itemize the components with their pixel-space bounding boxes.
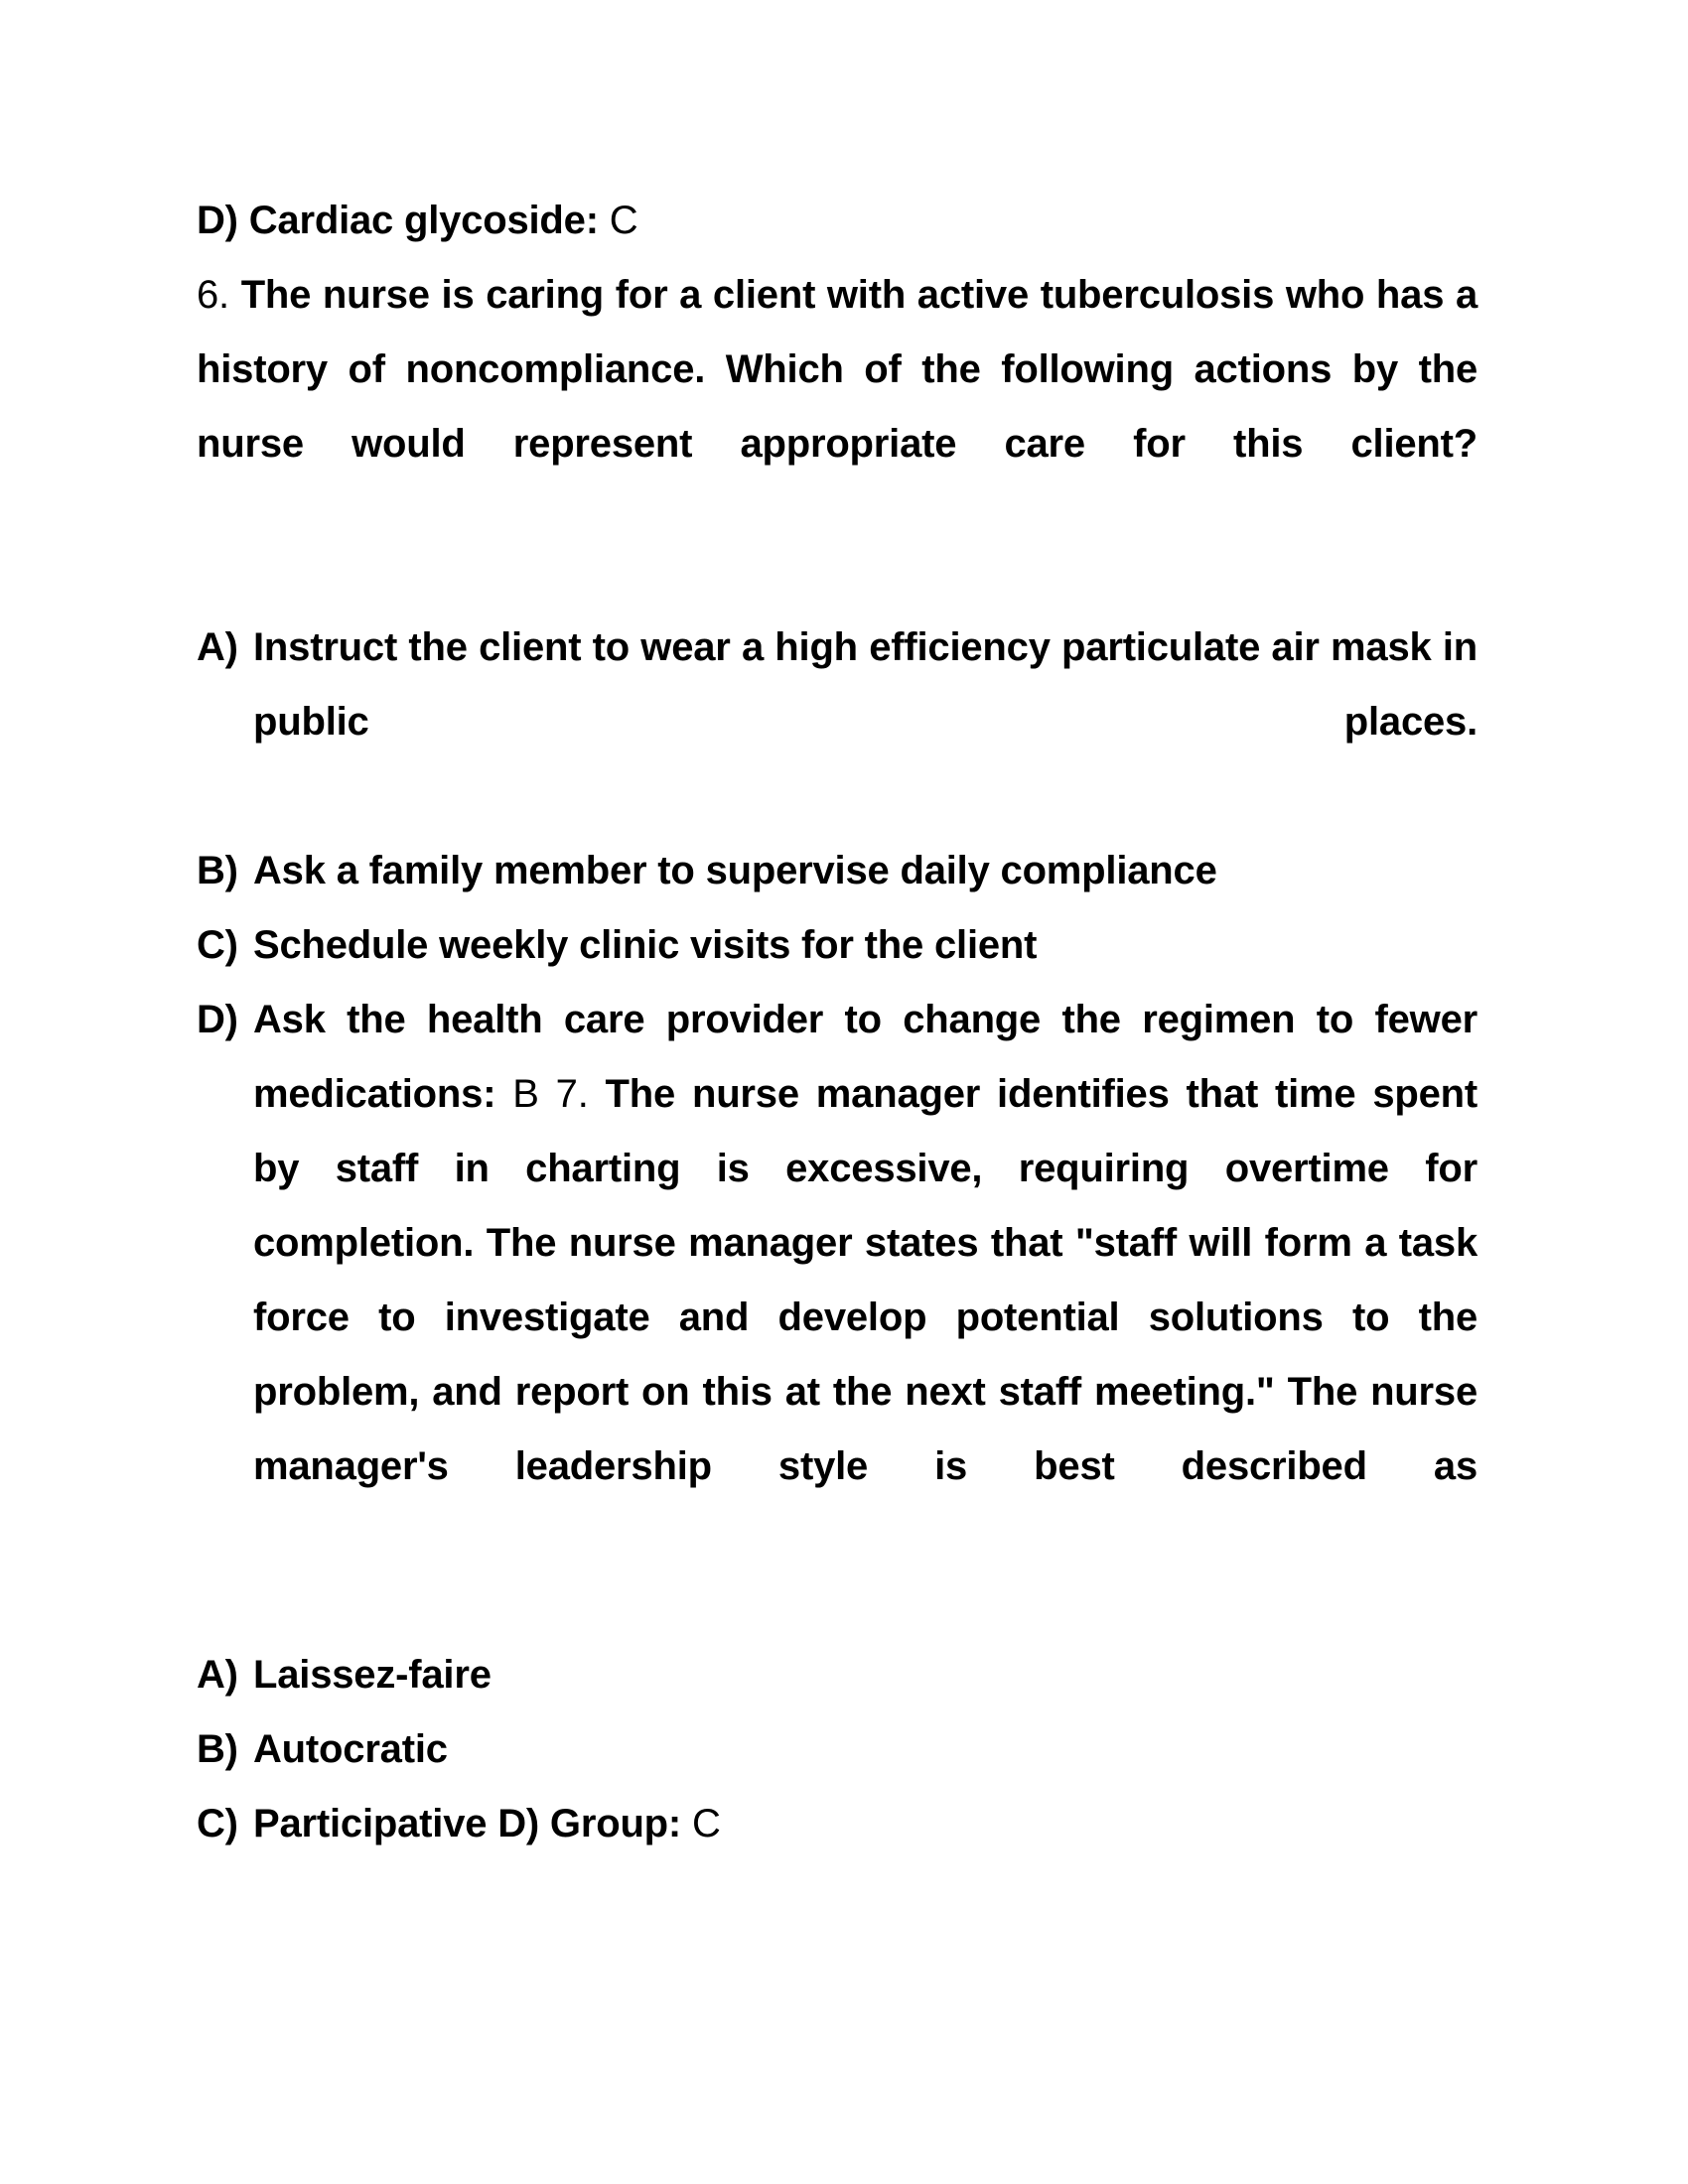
- carryover-option-text: Cardiac glycoside:: [248, 199, 599, 242]
- question-7-option-a[interactable]: [197, 1638, 1477, 1712]
- question-6-option-d-text: Ask the health care provider to change the regimen to fewer medications:: [253, 998, 1477, 1116]
- question-6-option-b[interactable]: [197, 834, 1477, 908]
- question-7-answer-key: C: [691, 1802, 721, 1845]
- question-6-answer-key: B: [512, 1072, 539, 1116]
- spacer-before-q7-options: [197, 1578, 1477, 1638]
- question-7-option-a-marker: A): [197, 1653, 238, 1697]
- question-6-option-d[interactable]: [197, 983, 1477, 1578]
- question-7-option-c-text: Participative D) Group:: [253, 1802, 682, 1845]
- question-7-number: 7.: [555, 1072, 589, 1116]
- question-7-option-b-marker: B): [197, 1727, 238, 1771]
- question-6-option-b-text: Ask a family member to supervise daily compliance: [253, 849, 1217, 892]
- question-6-option-a-marker: A): [197, 625, 238, 669]
- spacer-before-q6-options: [197, 556, 1477, 611]
- question-7-stem-text: The nurse manager identifies that time spent by staff in charting is excessive, requiring overtime for completion. The nurse manager states that "staff will form a task force to investigate and develop potential solutions to the problem, and report on this at the next staff meeting." The nurse manager's leadership style is best described as: [253, 1072, 1478, 1488]
- question-7-option-c-marker: C): [197, 1802, 238, 1845]
- question-6-stem-text: The nurse is caring for a client with active tuberculosis who has a history of noncompliance. Which of the following actions by the nurse would represent appropriate care for this client?: [197, 273, 1477, 466]
- question-6-stem: [197, 258, 1477, 556]
- carryover-answer-key: C: [609, 199, 638, 242]
- question-7-option-b-text: Autocratic: [253, 1727, 448, 1771]
- question-7-option-c[interactable]: [197, 1787, 1477, 1861]
- document-content: [197, 184, 1477, 1861]
- question-6-option-c[interactable]: [197, 908, 1477, 983]
- question-6-option-c-text: Schedule weekly clinic visits for the client: [253, 923, 1038, 967]
- question-6-option-a[interactable]: [197, 611, 1477, 834]
- question-6-option-a-text: Instruct the client to wear a high efficiency particulate air mask in public places.: [253, 625, 1477, 744]
- question-7-option-a-text: Laissez-faire: [253, 1653, 492, 1697]
- question-6-option-d-marker: D): [197, 998, 238, 1041]
- question-6-option-b-marker: B): [197, 849, 238, 892]
- question-6-number: 6.: [197, 273, 229, 317]
- question-6-option-c-marker: C): [197, 923, 238, 967]
- question-7-option-b[interactable]: [197, 1712, 1477, 1787]
- carryover-answer-line: [197, 184, 1477, 258]
- carryover-option-marker: D): [197, 199, 238, 242]
